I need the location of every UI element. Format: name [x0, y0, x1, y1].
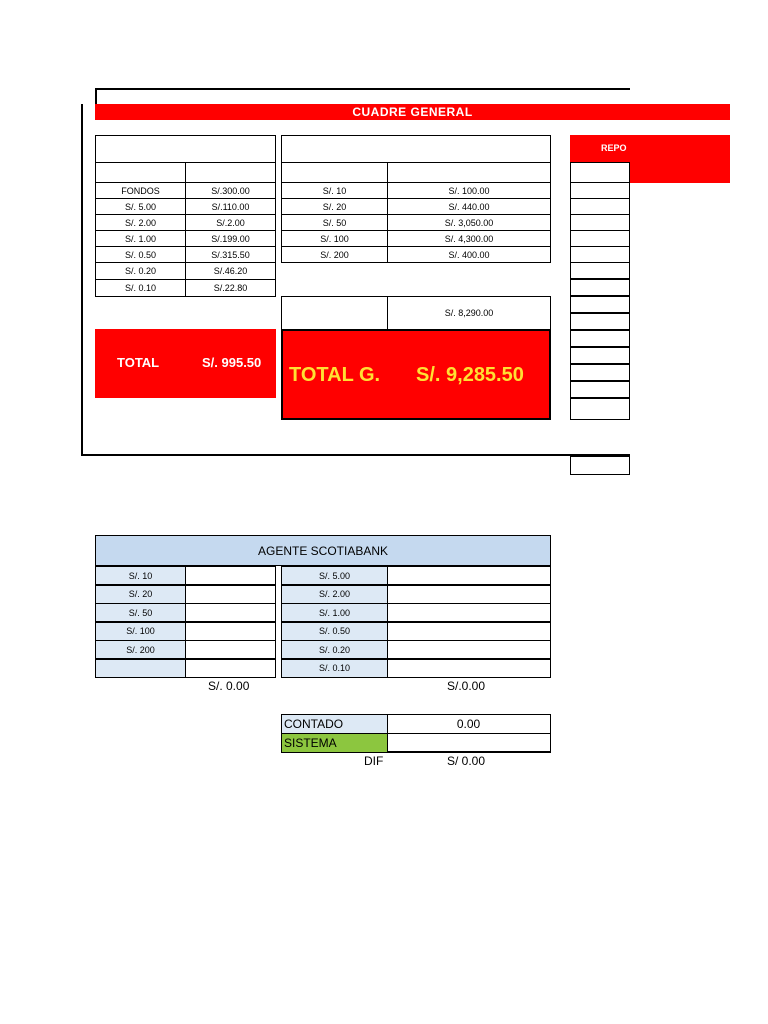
frame-left-line	[81, 104, 83, 456]
fecha-cell[interactable]	[570, 182, 630, 199]
agente-right-total: S/.0.00	[447, 679, 486, 693]
agente-title: AGENTE SCOTIABANK	[257, 543, 389, 558]
agente-right-qty-cell[interactable]	[387, 585, 551, 604]
monedas-denom-cell: S/. 0.10	[95, 279, 186, 297]
total-general-box	[281, 329, 551, 420]
fecha-cell[interactable]	[570, 364, 630, 381]
monedas-monto-cell[interactable]: S/.46.20	[185, 262, 276, 280]
frame-left-line-upper	[95, 88, 97, 104]
dif-value: S/ 0.00	[447, 754, 486, 768]
agente-right-denom-cell: S/. 5.00	[281, 566, 388, 585]
agente-left-qty-cell[interactable]	[185, 566, 276, 585]
agente-right-denom-cell: S/. 2.00	[281, 585, 388, 604]
contado-label	[281, 714, 388, 734]
reporte-partial-title: REPO	[601, 143, 627, 153]
fecha-cell[interactable]	[570, 198, 630, 215]
fecha-cell[interactable]	[570, 398, 630, 420]
agente-right-qty-cell[interactable]	[387, 622, 551, 641]
monedas-denom-cell: S/. 5.00	[95, 198, 186, 215]
agente-left-denom-cell: S/. 20	[95, 585, 186, 604]
reporte-total-label: TOTAL	[570, 456, 630, 475]
billetes-denom-cell: S/. 50	[281, 214, 388, 231]
agente-left-denom-cell: S/. 50	[95, 603, 186, 622]
monedas-monto-cell[interactable]: S/.300.00	[185, 182, 276, 199]
agente-left-qty-cell[interactable]	[185, 603, 276, 622]
agente-left-qty-cell[interactable]	[185, 640, 276, 659]
sistema-label	[281, 733, 388, 753]
agente-left-denom-cell: S/. 10	[95, 566, 186, 585]
monedas-denom-cell: S/. 0.20	[95, 262, 186, 280]
billetes-denom-cell: S/. 100	[281, 230, 388, 247]
billetes-denom-cell: S/. 200	[281, 246, 388, 263]
billetes-monto-cell[interactable]: S/. 440.00	[387, 198, 551, 215]
monedas-total-box	[95, 329, 276, 398]
billetes-denom-cell: S/. 20	[281, 198, 388, 215]
agente-left-denom-cell	[95, 659, 186, 678]
monedas-title: REPORTE DE MONEDAS	[95, 135, 276, 163]
frame-top-line	[95, 88, 630, 90]
reporte-col-fecha: FECHA	[570, 162, 630, 183]
agente-left-denom-cell: S/. 200	[95, 640, 186, 659]
agente-left-total: S/. 0.00	[208, 679, 250, 693]
agente-right-qty-cell[interactable]	[387, 566, 551, 585]
agente-right-denom-cell: S/. 1.00	[281, 603, 388, 622]
agente-left-qty-cell[interactable]	[185, 659, 276, 678]
agente-right-denom-cell: S/. 0.50	[281, 622, 388, 641]
monedas-monto-cell[interactable]: S/.315.50	[185, 246, 276, 263]
billetes-denom-cell: S/. 10	[281, 182, 388, 199]
billetes-total-value: S/. 8,290.00	[387, 296, 551, 330]
dif-label: DIF	[364, 754, 384, 768]
billetes-title: BILLETES NO INGRESADOS	[281, 135, 551, 163]
monedas-monto-cell[interactable]: S/.2.00	[185, 214, 276, 231]
monedas-denom-cell: S/. 1.00	[95, 230, 186, 247]
billetes-monto-cell[interactable]: S/. 100.00	[387, 182, 551, 199]
frame-bottom-line	[81, 454, 630, 456]
cuadre-general-title-bar	[95, 104, 730, 120]
fecha-cell[interactable]	[570, 246, 630, 263]
agente-right-qty-cell[interactable]	[387, 659, 551, 678]
sistema-label-text: SISTEMA	[284, 736, 337, 750]
billetes-monto-cell[interactable]: S/. 3,050.00	[387, 214, 551, 231]
billetes-col-denom: DENOMINACION	[281, 162, 388, 183]
fecha-cell[interactable]	[570, 230, 630, 247]
agente-left-qty-cell[interactable]	[185, 622, 276, 641]
contado-value-text: 0.00	[456, 717, 481, 731]
fecha-cell[interactable]	[570, 296, 630, 313]
monedas-denom-cell: S/. 0.50	[95, 246, 186, 263]
monedas-col-denom: DENOMINACION	[95, 162, 186, 183]
agente-right-denom-cell: S/. 0.20	[281, 640, 388, 659]
fecha-cell[interactable]	[570, 330, 630, 347]
monedas-monto-cell[interactable]: S/.22.80	[185, 279, 276, 297]
agente-right-qty-cell[interactable]	[387, 603, 551, 622]
contado-label-text: CONTADO	[284, 717, 344, 731]
fecha-cell[interactable]	[570, 347, 630, 364]
billetes-monto-cell[interactable]: S/. 400.00	[387, 246, 551, 263]
agente-left-denom-cell: S/. 100	[95, 622, 186, 641]
billetes-total-label: TOTAL	[281, 296, 388, 330]
total-general-label: TOTAL G.	[289, 364, 381, 386]
sistema-value[interactable]	[387, 733, 551, 753]
agente-header	[95, 535, 551, 566]
monedas-monto-cell[interactable]: S/.199.00	[185, 230, 276, 247]
monedas-denom-cell: FONDOS	[95, 182, 186, 199]
total-general-value: S/. 9,285.50	[416, 364, 524, 386]
fecha-cell[interactable]	[570, 214, 630, 231]
billetes-monto-cell[interactable]: S/. 4,300.00	[387, 230, 551, 247]
page-title: CUADRE GENERAL	[352, 105, 473, 119]
contado-value[interactable]	[387, 714, 551, 734]
agente-right-denom-cell: S/. 0.10	[281, 659, 388, 678]
monedas-denom-cell: S/. 2.00	[95, 214, 186, 231]
monedas-col-monto: MONTO	[185, 162, 276, 183]
fecha-cell[interactable]	[570, 279, 630, 296]
monedas-total-value: S/. 995.50	[202, 355, 262, 370]
monedas-monto-cell[interactable]: S/.110.00	[185, 198, 276, 215]
monedas-total-label: TOTAL	[117, 355, 160, 370]
fecha-cell[interactable]	[570, 262, 630, 279]
agente-left-qty-cell[interactable]	[185, 585, 276, 604]
fecha-cell[interactable]	[570, 381, 630, 398]
fecha-cell[interactable]	[570, 313, 630, 330]
billetes-col-monto: MONTO	[387, 162, 551, 183]
agente-right-qty-cell[interactable]	[387, 640, 551, 659]
